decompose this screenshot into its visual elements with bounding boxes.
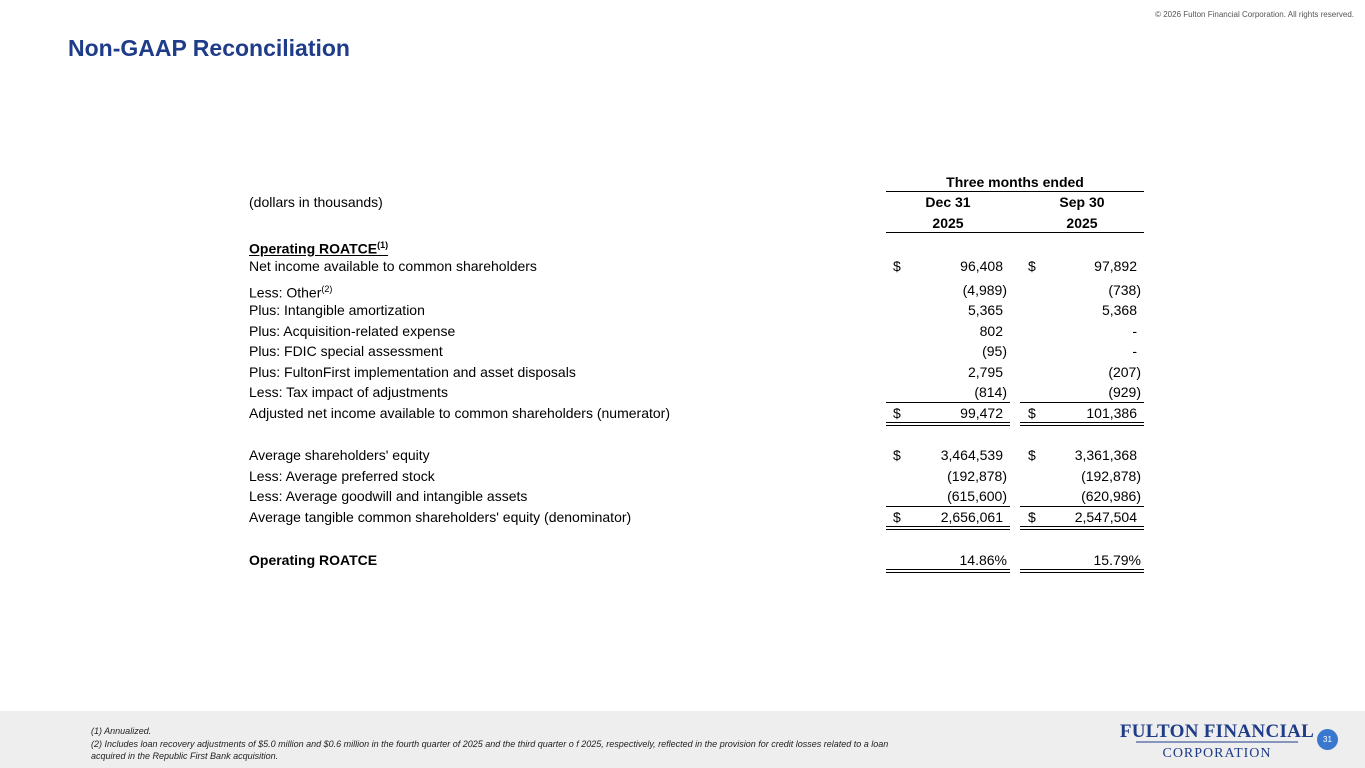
value-col1: 5,365 <box>967 302 1003 318</box>
footnote-2: (2) Includes loan recovery adjustments of $5.0 million and $0.6 million in the fourth quarter of 2025 and the third quarter o f 2025, respectively, reflected in the provision for credit losses related to a loan <box>91 739 889 749</box>
value-col2: (620,986) <box>1081 488 1141 504</box>
footnote-2-continued: acquired in the Republic First Bank acquisition. <box>91 751 279 761</box>
footnote-1: (1) Annualized. <box>91 726 152 736</box>
value-col2: (192,878) <box>1081 468 1141 484</box>
row-label: Net income available to common shareholders <box>249 258 537 274</box>
row-label: Plus: FDIC special assessment <box>249 343 443 359</box>
row-label: Plus: FultonFirst implementation and asset disposals <box>249 364 576 380</box>
value-col2: - <box>1132 323 1137 339</box>
logo-line-1: FULTON FINANCIAL <box>1119 721 1315 742</box>
value-col2: 3,361,368 <box>1074 447 1137 463</box>
value-col2: - <box>1132 343 1137 359</box>
page-number-badge: 31 <box>1317 729 1338 750</box>
currency-symbol: $ <box>1028 258 1036 274</box>
section-title: Operating ROATCE$^{(1)}$ <box>249 240 389 257</box>
total-double-rule <box>886 569 1010 573</box>
value-col2: 97,892 <box>1094 258 1137 274</box>
value-col2: 15.79% <box>1093 552 1141 568</box>
row-label: Average tangible common shareholders' equity (denominator) <box>249 509 632 525</box>
row-label: Less: Average preferred stock <box>249 468 435 484</box>
value-col1: (95) <box>982 343 1007 359</box>
value-col2: (929) <box>1108 384 1141 400</box>
footer-bar <box>0 711 1365 768</box>
total-double-rule <box>1020 526 1144 530</box>
value-col1: 2,656,061 <box>940 509 1003 525</box>
value-col1: 14.86% <box>959 552 1007 568</box>
value-col1: 99,472 <box>960 405 1003 421</box>
copyright-notice: © 2026 Fulton Financial Corporation. All rights reserved. <box>1155 10 1354 19</box>
value-col1: 3,464,539 <box>940 447 1003 463</box>
value-col2: (738) <box>1108 282 1141 298</box>
currency-symbol: $ <box>893 509 901 525</box>
value-col1: (192,878) <box>947 468 1007 484</box>
row-label: Operating ROATCE <box>249 552 378 568</box>
total-double-rule <box>886 422 1010 426</box>
currency-symbol: $ <box>1028 447 1036 463</box>
value-col2: (207) <box>1108 364 1141 380</box>
col1-month: Dec 31 <box>925 194 971 210</box>
row-label: Plus: Intangible amortization <box>249 302 425 318</box>
fulton-financial-logo <box>1119 720 1315 761</box>
subtotal-rule <box>886 402 1010 403</box>
subtotal-rule <box>1020 506 1144 507</box>
currency-symbol: $ <box>1028 405 1036 421</box>
value-col1: (814) <box>974 384 1007 400</box>
currency-symbol: $ <box>893 258 901 274</box>
col2-month: Sep 30 <box>1059 194 1105 210</box>
page-title: Non-GAAP Reconciliation <box>68 35 350 61</box>
subtotal-rule <box>1020 402 1144 403</box>
value-col1: 96,408 <box>960 258 1003 274</box>
currency-symbol: $ <box>893 405 901 421</box>
row-label: Less: Other$^{(2)}$ <box>249 284 333 301</box>
value-col2: 2,547,504 <box>1074 509 1137 525</box>
value-col1: 802 <box>979 323 1003 339</box>
subtotal-rule <box>886 506 1010 507</box>
units-label: (dollars in thousands) <box>249 194 383 210</box>
value-col1: 2,795 <box>967 364 1003 380</box>
value-col1: (4,989) <box>962 282 1007 298</box>
row-label: Less: Average goodwill and intangible assets <box>249 488 528 504</box>
header-bottom-rule <box>886 232 1144 233</box>
period-header: Three months ended <box>946 174 1084 190</box>
currency-symbol: $ <box>893 447 901 463</box>
value-col2: 101,386 <box>1086 405 1137 421</box>
row-label: Less: Tax impact of adjustments <box>249 384 448 400</box>
logo-line-2: CORPORATION <box>1162 746 1272 761</box>
col1-year: 2025 <box>932 215 964 231</box>
row-label: Average shareholders' equity <box>249 447 430 463</box>
total-double-rule <box>1020 422 1144 426</box>
header-divider <box>886 191 1144 192</box>
currency-symbol: $ <box>1028 509 1036 525</box>
row-label: Plus: Acquisition-related expense <box>249 323 456 339</box>
value-col1: (615,600) <box>947 488 1007 504</box>
total-double-rule <box>886 526 1010 530</box>
value-col2: 5,368 <box>1101 302 1137 318</box>
col2-year: 2025 <box>1066 215 1098 231</box>
row-label: Adjusted net income available to common shareholders (numerator) <box>249 405 670 421</box>
total-double-rule <box>1020 569 1144 573</box>
